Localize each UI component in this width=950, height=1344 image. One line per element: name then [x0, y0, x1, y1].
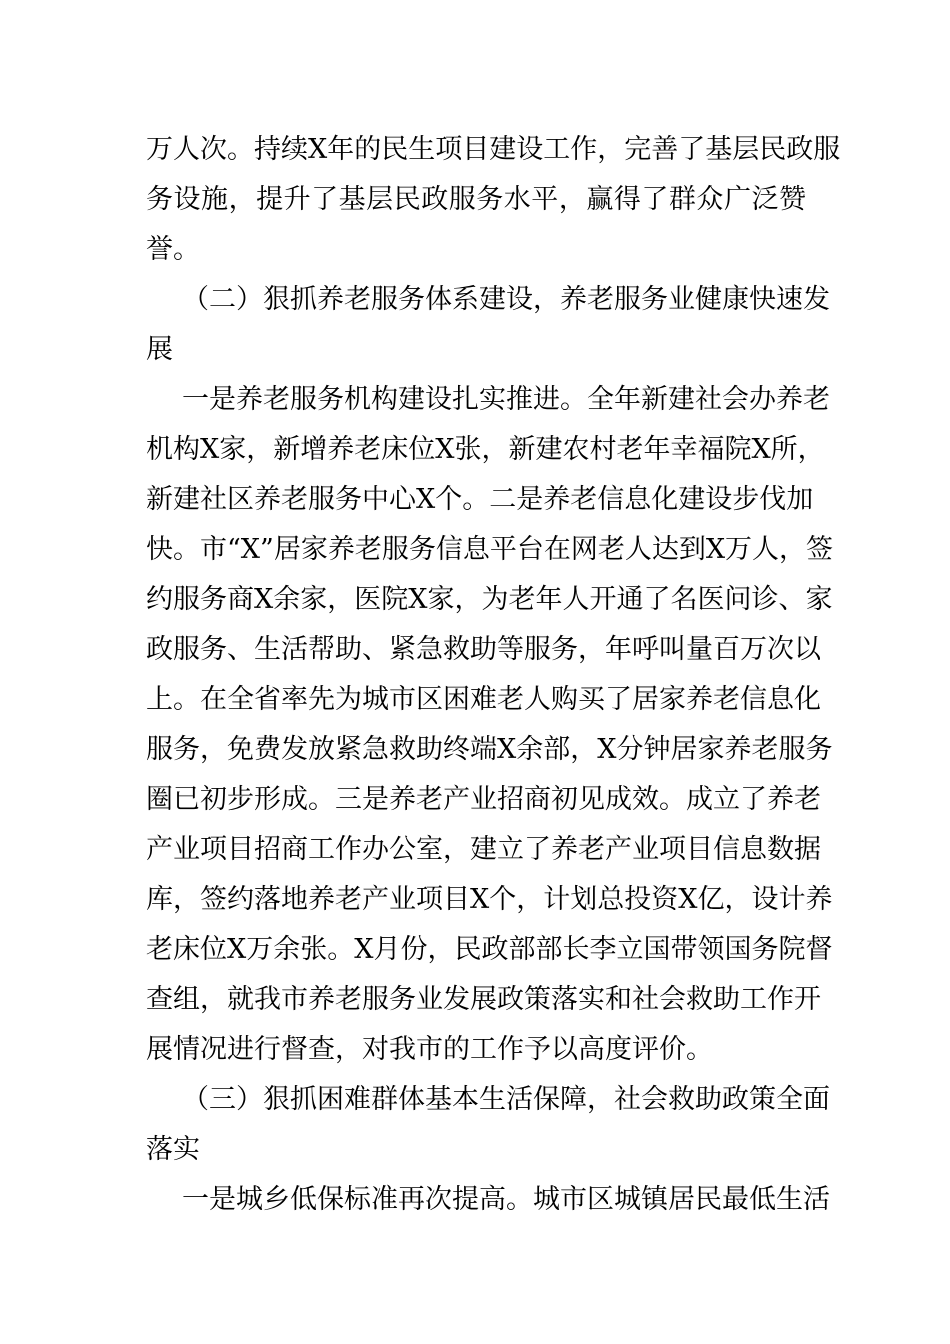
text-line: 上。在全省率先为城市区困难老人购买了居家养老信息化: [146, 684, 821, 715]
text-line: 服务，免费发放紧急救助终端X余部，X分钟居家养老服务: [146, 734, 833, 765]
section-heading: 落实: [146, 1134, 200, 1165]
text-line: 一是养老服务机构建设扎实推进。全年新建社会办养老: [182, 384, 830, 415]
section-heading: （二）狠抓养老服务体系建设，养老服务业健康快速发: [182, 284, 830, 315]
text-line: 誉。: [146, 234, 200, 265]
text-line: 万人次。持续X年的民生项目建设工作，完善了基层民政服: [146, 134, 841, 165]
text-line: 查组，就我市养老服务业发展政策落实和社会救助工作开: [146, 984, 821, 1015]
text-line: 老床位X万余张。X月份，民政部部长李立国带领国务院督: [146, 934, 833, 965]
text-line: 政服务、生活帮助、紧急救助等服务，年呼叫量百万次以: [146, 634, 821, 665]
text-line: 约服务商X余家，医院X家，为老年人开通了名医问诊、家: [146, 584, 833, 615]
text-line: 库，签约落地养老产业项目X个，计划总投资X亿，设计养: [146, 884, 833, 915]
text-line: 快。市“X”居家养老服务信息平台在网老人达到X万人，签: [146, 534, 834, 565]
text-line: 一是城乡低保标准再次提高。城市区城镇居民最低生活: [182, 1184, 830, 1215]
text-line: 圈已初步形成。三是养老产业招商初见成效。成立了养老: [146, 784, 821, 815]
section-heading: （三）狠抓困难群体基本生活保障，社会救助政策全面: [182, 1084, 830, 1115]
text-line: 机构X家，新增养老床位X张，新建农村老年幸福院X所，: [146, 434, 825, 465]
text-line: 新建社区养老服务中心X个。二是养老信息化建设步伐加: [146, 484, 814, 515]
text-line: 务设施，提升了基层民政服务水平，赢得了群众广泛赞: [146, 184, 806, 215]
text-line: 展情况进行督查，对我市的工作予以高度评价。: [146, 1034, 713, 1065]
text-line: 产业项目招商工作办公室，建立了养老产业项目信息数据: [146, 834, 821, 865]
section-heading: 展: [146, 334, 173, 365]
